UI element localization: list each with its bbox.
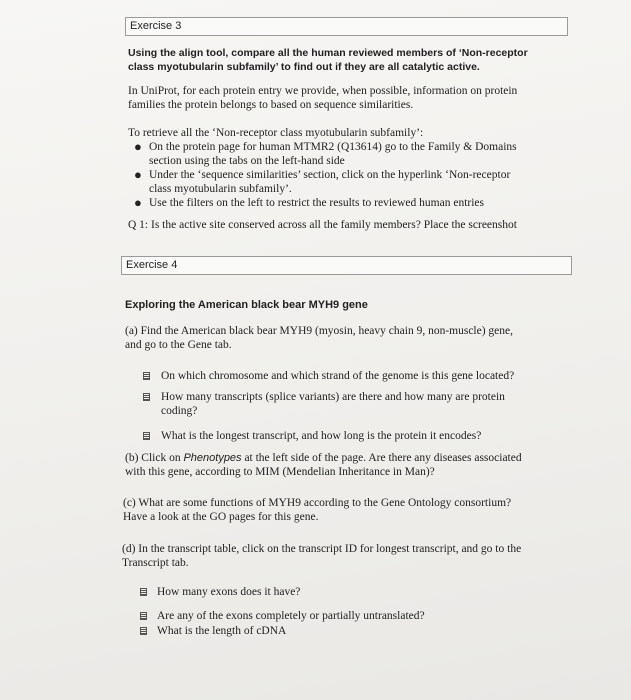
- exercise-4-d-item-1: How many exons does it have?: [157, 586, 301, 598]
- exercise-4-d-item-2: Are any of the exons completely or partially untranslated?: [157, 610, 425, 622]
- exercise-3-header-label: Exercise 3: [130, 20, 182, 32]
- exercise-3-title-line-2: class myotubularin subfamily’ to find out if they are all catalytic active.: [128, 61, 480, 73]
- exercise-3-bullet-1-line-2: section using the tabs on the left-hand side: [149, 155, 345, 167]
- exercise-4-a-item-2-line-1: How many transcripts (splice variants) are there and how many are protein: [161, 391, 505, 403]
- bullet-icon: ●: [134, 167, 142, 182]
- exercise-3-intro-line-1: In UniProt, for each protein entry we provide, when possible, information on protein: [128, 85, 518, 97]
- exercise-4-part-c-line-1: (c) What are some functions of MYH9 according to the Gene Ontology consortium?: [123, 497, 512, 509]
- exercise-4-part-d-line-1: (d) In the transcript table, click on the transcript ID for longest transcript, and go to the: [122, 543, 522, 555]
- exercise-4-header-label: Exercise 4: [126, 259, 178, 271]
- exercise-3-retrieve-text: To retrieve all the ‘Non-receptor class myotubularin subfamily’:: [128, 127, 424, 139]
- exercise-3-title-line-1: Using the align tool, compare all the human reviewed members of ‘Non-receptor: [128, 47, 528, 59]
- exercise-3-bullet-3: Use the filters on the left to restrict the results to reviewed human entries: [149, 197, 484, 209]
- exercise-4-part-d-line-2: Transcript tab.: [122, 557, 189, 569]
- exercise-4-a-item-1: On which chromosome and which strand of the genome is this gene located?: [161, 370, 515, 382]
- checkbox-icon: [140, 627, 147, 635]
- bullet-icon: ●: [134, 139, 142, 154]
- exercise-4-a-item-3: What is the longest transcript, and how long is the protein it encodes?: [161, 430, 482, 442]
- exercise-4-heading: Exploring the American black bear MYH9 gene: [125, 299, 368, 311]
- exercise-3-intro-line-2: families the protein belongs to based on sequence similarities.: [128, 99, 414, 111]
- checkbox-icon: [143, 393, 150, 401]
- exercise-4-header: [121, 256, 572, 275]
- checkbox-icon: [143, 372, 150, 380]
- exercise-3-bullet-2-line-1: Under the ‘sequence similarities’ section, click on the hyperlink ‘Non-receptor: [149, 169, 511, 181]
- exercise-4-part-c-line-2: Have a look at the GO pages for this gene.: [123, 511, 319, 523]
- exercise-4-d-item-3: What is the length of cDNA: [157, 625, 287, 637]
- part-b-suffix: at the left side of the page. Are there any diseases associated: [241, 452, 522, 464]
- exercise-3-bullet-1-line-1: On the protein page for human MTMR2 (Q13614) go to the Family & Domains: [149, 141, 517, 153]
- part-b-phenotypes: Phenotypes: [183, 452, 242, 464]
- checkbox-icon: [143, 432, 150, 440]
- exercise-4-part-a-line-1: (a) Find the American black bear MYH9 (myosin, heavy chain 9, non-muscle) gene,: [125, 325, 514, 337]
- bullet-icon: ●: [134, 195, 142, 210]
- exercise-4-part-b-line-2: with this gene, according to MIM (Mendelian Inheritance in Man)?: [125, 466, 435, 478]
- exercise-4-a-item-2-line-2: coding?: [161, 405, 198, 417]
- exercise-4-part-b-line-1: [125, 451, 522, 465]
- exercise-3-bullet-2-line-2: class myotubularin subfamily’.: [149, 183, 292, 195]
- checkbox-icon: [140, 588, 147, 596]
- exercise-4-part-a-line-2: and go to the Gene tab.: [125, 339, 232, 351]
- part-b-prefix: (b) Click on: [125, 452, 184, 464]
- exercise-3-header: [125, 17, 568, 36]
- exercise-3-question-1: Q 1: Is the active site conserved across all the family members? Place the screenshot: [128, 219, 517, 231]
- checkbox-icon: [140, 612, 147, 620]
